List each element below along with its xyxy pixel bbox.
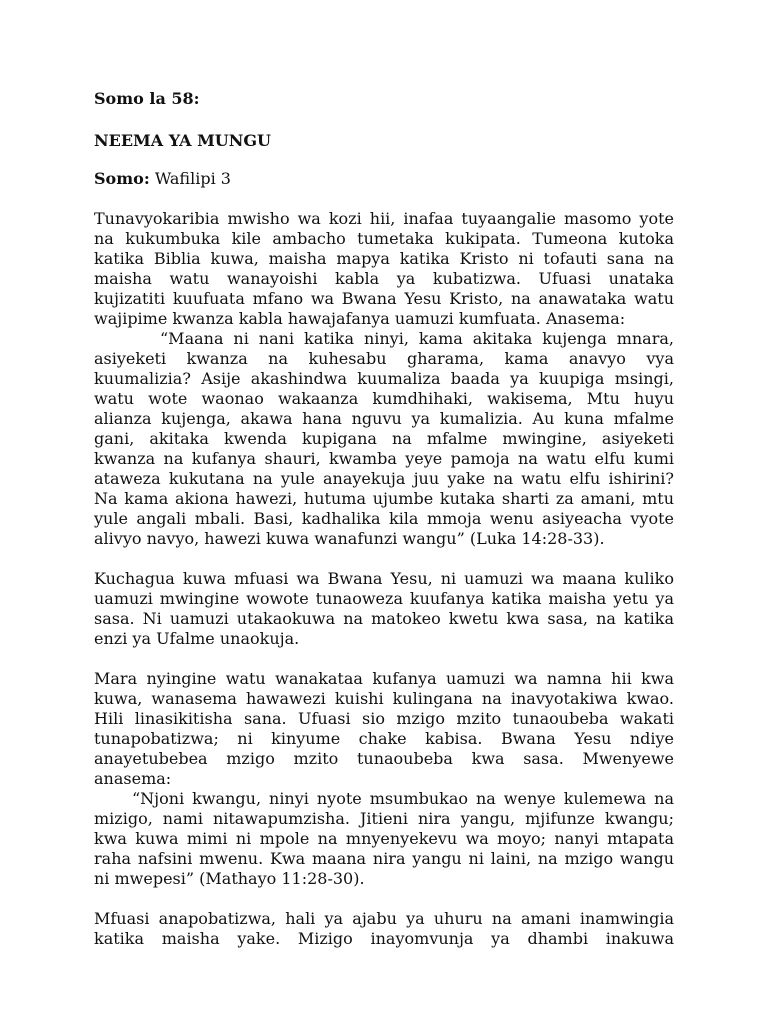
paragraph1-line: na kukumbuka kile ambacho tumetaka kukipata. Tumeona kutoka <box>94 229 674 248</box>
scripture-label: Somo: <box>94 169 150 188</box>
paragraph2-line: enzi ya Ufalme unaokuja. <box>94 629 300 648</box>
paragraph1-line: maisha watu wanayoishi kabla ya kubatizwa. Ufuasi unataka <box>94 269 674 288</box>
quote1-line: watu wote waonao wakaanza kumdhihaki, wakisema, Mtu huyu <box>94 389 674 408</box>
quote1-line: “Maana ni nani katika ninyi, kama akitaka kujenga mnara, <box>160 329 674 348</box>
paragraph4-line: Mfuasi anapobatizwa, hali ya ajabu ya uhuru na amani inamwingia <box>94 909 674 928</box>
paragraph1-line: Tunavyokaribia mwisho wa kozi hii, inafaa tuyaangalie masomo yote <box>94 209 674 228</box>
paragraph2-line: Kuchagua kuwa mfuasi wa Bwana Yesu, ni uamuzi wa maana kuliko <box>94 569 674 588</box>
scripture-reference: Wafilipi 3 <box>154 169 231 188</box>
quote1-line: gani, akitaka kwenda kupigana na mfalme mwingine, asiyeketi <box>94 429 674 448</box>
quote1-line: alianza kujenga, akawa hana nguvu ya kumalizia. Au kuna mfalme <box>94 409 674 428</box>
paragraph2-line: sasa. Ni uamuzi utakaokuwa na matokeo kwetu kwa sasa, na katika <box>94 609 674 628</box>
quote2-line: kwa kuwa mimi ni mpole na mnyenyekevu wa moyo; nanyi mtapata <box>94 829 674 848</box>
paragraph2-line: uamuzi mwingine wowote tunaoweza kuufanya katika maisha yetu ya <box>94 589 674 608</box>
quote2-line: ni mwepesi” (Mathayo 11:28-30). <box>94 869 365 888</box>
paragraph3-line: anayetubebea mzigo mzito tunaoubeba kwa sasa. Mwenyewe <box>94 749 674 768</box>
quote1-line: kuumalizia? Asije akashindwa kuumaliza baada ya kuupiga msingi, <box>94 369 674 388</box>
quote2-line: “Njoni kwangu, ninyi nyote msumbukao na wenye kulemewa na <box>132 789 674 808</box>
paragraph3-line: Mara nyingine watu wanakataa kufanya uamuzi wa namna hii kwa <box>94 669 674 688</box>
scripture-line <box>94 169 674 189</box>
paragraph1-line: katika Biblia kuwa, maisha mapya katika Kristo ni tofauti sana na <box>94 249 674 268</box>
paragraph3-line: tunapobatizwa; ni kinyume chake kabisa. Bwana Yesu ndiye <box>94 729 674 748</box>
lesson-title: NEEMA YA MUNGU <box>94 131 271 150</box>
quote1-line: alivyo navyo, hawezi kuwa wanafunzi wangu” (Luka 14:28-33). <box>94 529 605 548</box>
quote2-line: mizigo, nami nitawapumzisha. Jitieni nira yangu, mjifunze kwangu; <box>94 809 674 828</box>
quote1-line: kwanza na kufanya shauri, kwamba yeye pamoja na watu elfu kumi <box>94 449 674 468</box>
quote1-line: asiyeketi kwanza na kuhesabu gharama, kama anavyo vya <box>94 349 674 368</box>
paragraph3-line: kuwa, wanasema hawawezi kuishi kulingana na inavyotakiwa kwao. <box>94 689 674 708</box>
paragraph3-line: anasema: <box>94 769 172 788</box>
quote2-line: raha nafsini mwenu. Kwa maana nira yangu ni laini, na mzigo wangu <box>94 849 674 868</box>
paragraph3-line: Hili linasikitisha sana. Ufuasi sio mzigo mzito tunaoubeba wakati <box>94 709 674 728</box>
lesson-number: Somo la 58: <box>94 89 200 108</box>
quote1-line: ataweza kukutana na yule anayekuja juu yake na watu elfu ishirini? <box>94 469 674 488</box>
paragraph4-line: katika maisha yake. Mizigo inayomvunja ya dhambi inakuwa <box>94 929 674 948</box>
paragraph1-line: wajipime kwanza kabla hawajafanya uamuzi kumfuata. Anasema: <box>94 309 626 328</box>
quote1-line: yule angali mbali. Basi, kadhalika kila mmoja wenu asiyeacha vyote <box>94 509 674 528</box>
quote1-line: Na kama akiona hawezi, hutuma ujumbe kutaka sharti za amani, mtu <box>94 489 674 508</box>
paragraph1-line: kujizatiti kuufuata mfano wa Bwana Yesu Kristo, na anawataka watu <box>94 289 674 308</box>
